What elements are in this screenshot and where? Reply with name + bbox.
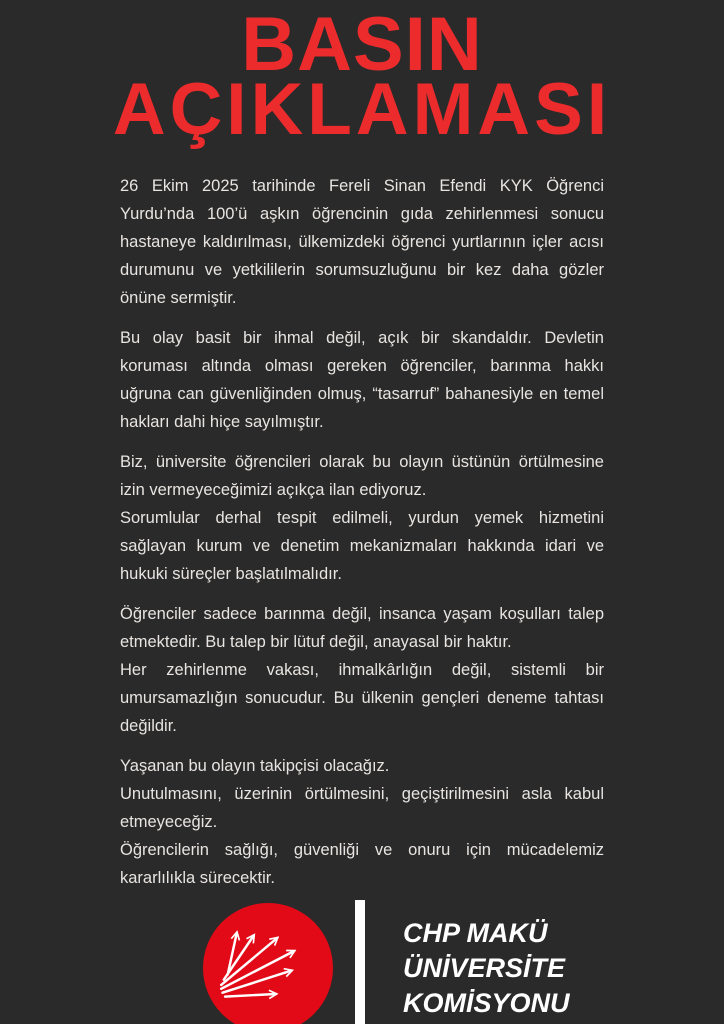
statement-paragraph: Unutulmasını, üzerinin örtülmesini, geçiştirilmesini asla kabul etmeyeceğiz. (120, 785, 604, 831)
paragraph-group (120, 600, 604, 740)
org-name-line-1: CHP MAKÜ (403, 917, 548, 948)
vertical-divider (355, 900, 365, 1024)
org-name-line-3: KOMİSYONU (403, 987, 570, 1018)
signature-block (120, 900, 604, 1024)
paragraph-group (120, 324, 604, 436)
paragraph-group (120, 448, 604, 588)
paragraph-group (120, 752, 604, 892)
statement-paragraph: Bu olay basit bir ihmal değil, açık bir skandaldır. Devletin koruması altında olması gereken öğrenciler, barınma hakkı uğruna can güvenliğinden olmuş, “tasarruf” bahanesiyle en temel hakları dahi hiçe sayılmıştır. (120, 329, 604, 431)
title-block (0, 0, 724, 150)
statement-paragraph: Öğrencilerin sağlığı, güvenliği ve onuru için mücadelemiz kararlılıkla sürecektir. (120, 841, 604, 887)
paragraph-group (120, 172, 604, 312)
statement-paragraph: Sorumlular derhal tespit edilmeli, yurdun yemek hizmetini sağlayan kurum ve denetim mekanizmaları hakkında idari ve hukuki süreçler başlatılmalıdır. (120, 509, 604, 583)
chp-six-arrows-icon (203, 903, 333, 1024)
statement-paragraph: Yaşanan bu olayın takipçisi olacağız. (120, 757, 390, 775)
statement-paragraph: 26 Ekim 2025 tarihinde Fereli Sinan Efendi KYK Öğrenci Yurdu’nda 100’ü aşkın öğrencinin gıda zehirlenmesi sonucu hastaneye kaldırılması, ülkemizdeki öğrenci yurtlarının içler acısı durumunu ve yetkililerin sorumsuzluğunu bir kez daha gözler önüne sermiştir. (120, 177, 604, 307)
statement-paragraph: Biz, üniversite öğrencileri olarak bu olayın üstünün örtülmesine izin vermeyeceğimizi açıkça ilan ediyoruz. (120, 453, 604, 499)
title-line-2: AÇIKLAMASI (112, 69, 612, 150)
org-name-line-2: ÜNİVERSİTE (403, 952, 566, 983)
title-line-1: BASIN (241, 2, 483, 87)
page-title (0, 2, 724, 150)
statement-paragraph: Öğrenciler sadece barınma değil, insanca yaşam koşulları talep etmektedir. Bu talep bir lütuf değil, anayasal bir haktır. (120, 605, 604, 651)
statement-body (120, 172, 604, 892)
organization-name (403, 916, 570, 1021)
statement-paragraph: Her zehirlenme vakası, ihmalkârlığın değil, sistemli bir umursamazlığın sonucudur. Bu ülkenin gençleri deneme tahtası değildir. (120, 661, 604, 735)
